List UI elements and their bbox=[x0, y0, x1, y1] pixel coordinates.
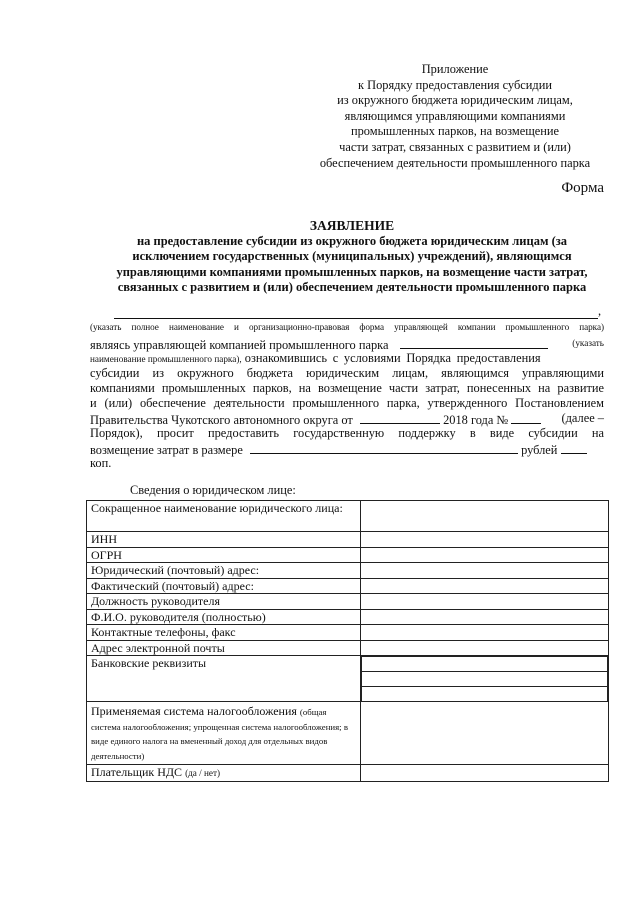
vat-payer-label bbox=[87, 765, 361, 782]
body-line-7: Порядок), просит предоставить государственную поддержку в виде субсидии на bbox=[90, 426, 604, 440]
row-label: ОГРН bbox=[87, 547, 361, 563]
legal-entity-table bbox=[86, 500, 609, 782]
body-text: рублей bbox=[521, 443, 558, 457]
body-hint bbox=[572, 336, 604, 351]
body-line-4: компаниями промышленных парков, на возмещение части затрат, понесенных на развитие bbox=[90, 381, 604, 395]
row-value-field[interactable] bbox=[361, 594, 609, 610]
row-label: Фактический (почтовый) адрес: bbox=[87, 578, 361, 594]
row-value-field[interactable] bbox=[361, 625, 609, 641]
row-label: Юридический (почтовый) адрес: bbox=[87, 563, 361, 579]
row-label: Банковские реквизиты bbox=[87, 656, 361, 702]
body-text: ознакомившись с условиями Порядка предоставления bbox=[244, 351, 541, 365]
section-heading: Сведения о юридическом лице: bbox=[130, 483, 296, 497]
title-line: на предоставление субсидии из окружного бюджета юридическим лицам (за bbox=[136, 233, 568, 248]
table-row bbox=[87, 765, 609, 782]
resolution-date-field[interactable] bbox=[360, 411, 440, 424]
table-row bbox=[87, 609, 609, 625]
body-line-9: коп. bbox=[90, 456, 112, 470]
appendix-line: обеспечением деятельности промышленного парка bbox=[319, 155, 591, 170]
title-heading: ЗАЯВЛЕНИЕ bbox=[309, 218, 395, 233]
row-value-field[interactable] bbox=[361, 547, 609, 563]
row-value-field[interactable] bbox=[361, 578, 609, 594]
subsidy-amount-field[interactable] bbox=[250, 441, 518, 454]
table-row bbox=[87, 656, 609, 702]
table-row bbox=[87, 563, 609, 579]
appendix-line: Приложение bbox=[421, 62, 489, 76]
body-line-2 bbox=[90, 351, 604, 367]
appendix-line: к Порядку предоставления субсидии bbox=[358, 77, 552, 92]
appendix-line: из окружного бюджета юридическим лицам, bbox=[337, 93, 573, 108]
body-text: (далее – bbox=[561, 411, 604, 425]
table-row bbox=[87, 640, 609, 656]
tax-system-field[interactable] bbox=[361, 702, 609, 765]
title-line: исключением государственных (муниципальных) учреждений), являющимся bbox=[132, 249, 572, 263]
bank-details-subtable bbox=[361, 656, 608, 701]
vat-payer-field[interactable] bbox=[361, 765, 609, 782]
table-row bbox=[87, 625, 609, 641]
body-text: 2018 года № bbox=[443, 413, 509, 427]
body-text: Правительства Чукотского автономного округа от bbox=[90, 413, 353, 427]
body-line-3: субсидии из окружного бюджета юридическим лицам, являющимся управляющими bbox=[90, 366, 604, 380]
tax-system-label-hint: (общая система налогообложения; упрощенная система налогообложения; в виде единого налога на вмененный доход для отдельных видов деятельности) bbox=[91, 707, 348, 761]
body-hint-text: (указать bbox=[572, 338, 604, 348]
appendix-line: части затрат, связанных с развитием и (или) bbox=[339, 139, 571, 154]
resolution-number-field[interactable] bbox=[511, 411, 541, 424]
table-row bbox=[87, 702, 609, 765]
row-value-field[interactable] bbox=[361, 532, 609, 548]
body-line-5: и (или) обеспечение деятельности промышленного парка, утвержденного Постановлением bbox=[90, 396, 604, 410]
title-line: связанных с развитием и (или) обеспечением деятельности промышленного парка bbox=[117, 280, 587, 294]
form-label: Форма bbox=[561, 180, 604, 196]
table-row bbox=[87, 594, 609, 610]
row-label: Должность руководителя bbox=[87, 594, 361, 610]
org-name-field[interactable] bbox=[114, 306, 598, 319]
org-line-comma: , bbox=[598, 304, 602, 318]
park-name-field[interactable] bbox=[400, 336, 548, 349]
row-value-field[interactable] bbox=[361, 640, 609, 656]
subsidy-kopecks-field[interactable] bbox=[561, 441, 587, 454]
org-name-hint: (указать полное наименование и организационно-правовая форма управляющей компании промышленного парка) bbox=[90, 322, 604, 332]
park-name-hint: наименование промышленного парка), bbox=[90, 354, 242, 364]
table-row bbox=[87, 578, 609, 594]
row-label: Сокращенное наименование юридического лица: bbox=[87, 501, 361, 532]
vat-payer-label-hint: (да / нет) bbox=[185, 768, 221, 778]
bank-details-field[interactable] bbox=[362, 657, 608, 672]
title-line: управляющими компаниями промышленных парков, на возмещение части затрат, bbox=[116, 264, 588, 279]
bank-details-field[interactable] bbox=[362, 672, 608, 687]
tax-system-label bbox=[87, 702, 361, 765]
row-value-field[interactable] bbox=[361, 609, 609, 625]
row-label: ИНН bbox=[87, 532, 361, 548]
bank-details-cell bbox=[361, 656, 609, 702]
vat-payer-label-main: Плательщик НДС bbox=[91, 765, 183, 779]
table-row bbox=[87, 532, 609, 548]
bank-details-field[interactable] bbox=[362, 687, 608, 702]
row-label: Адрес электронной почты bbox=[87, 640, 361, 656]
body-text: являясь управляющей компанией промышленного парка bbox=[90, 338, 389, 352]
row-value-field[interactable] bbox=[361, 501, 609, 532]
tax-system-label-main: Применяемая система налогообложения bbox=[91, 704, 297, 718]
table-row bbox=[87, 501, 609, 532]
row-value-field[interactable] bbox=[361, 563, 609, 579]
appendix-line: промышленных парков, на возмещение bbox=[350, 124, 560, 139]
table-row bbox=[87, 547, 609, 563]
document-title bbox=[92, 218, 612, 296]
row-label: Контактные телефоны, факс bbox=[87, 625, 361, 641]
appendix-line: являющимся управляющими компаниями bbox=[344, 108, 566, 123]
row-label: Ф.И.О. руководителя (полностью) bbox=[87, 609, 361, 625]
body-text: возмещение затрат в размере bbox=[90, 443, 243, 457]
appendix-block bbox=[300, 62, 610, 171]
